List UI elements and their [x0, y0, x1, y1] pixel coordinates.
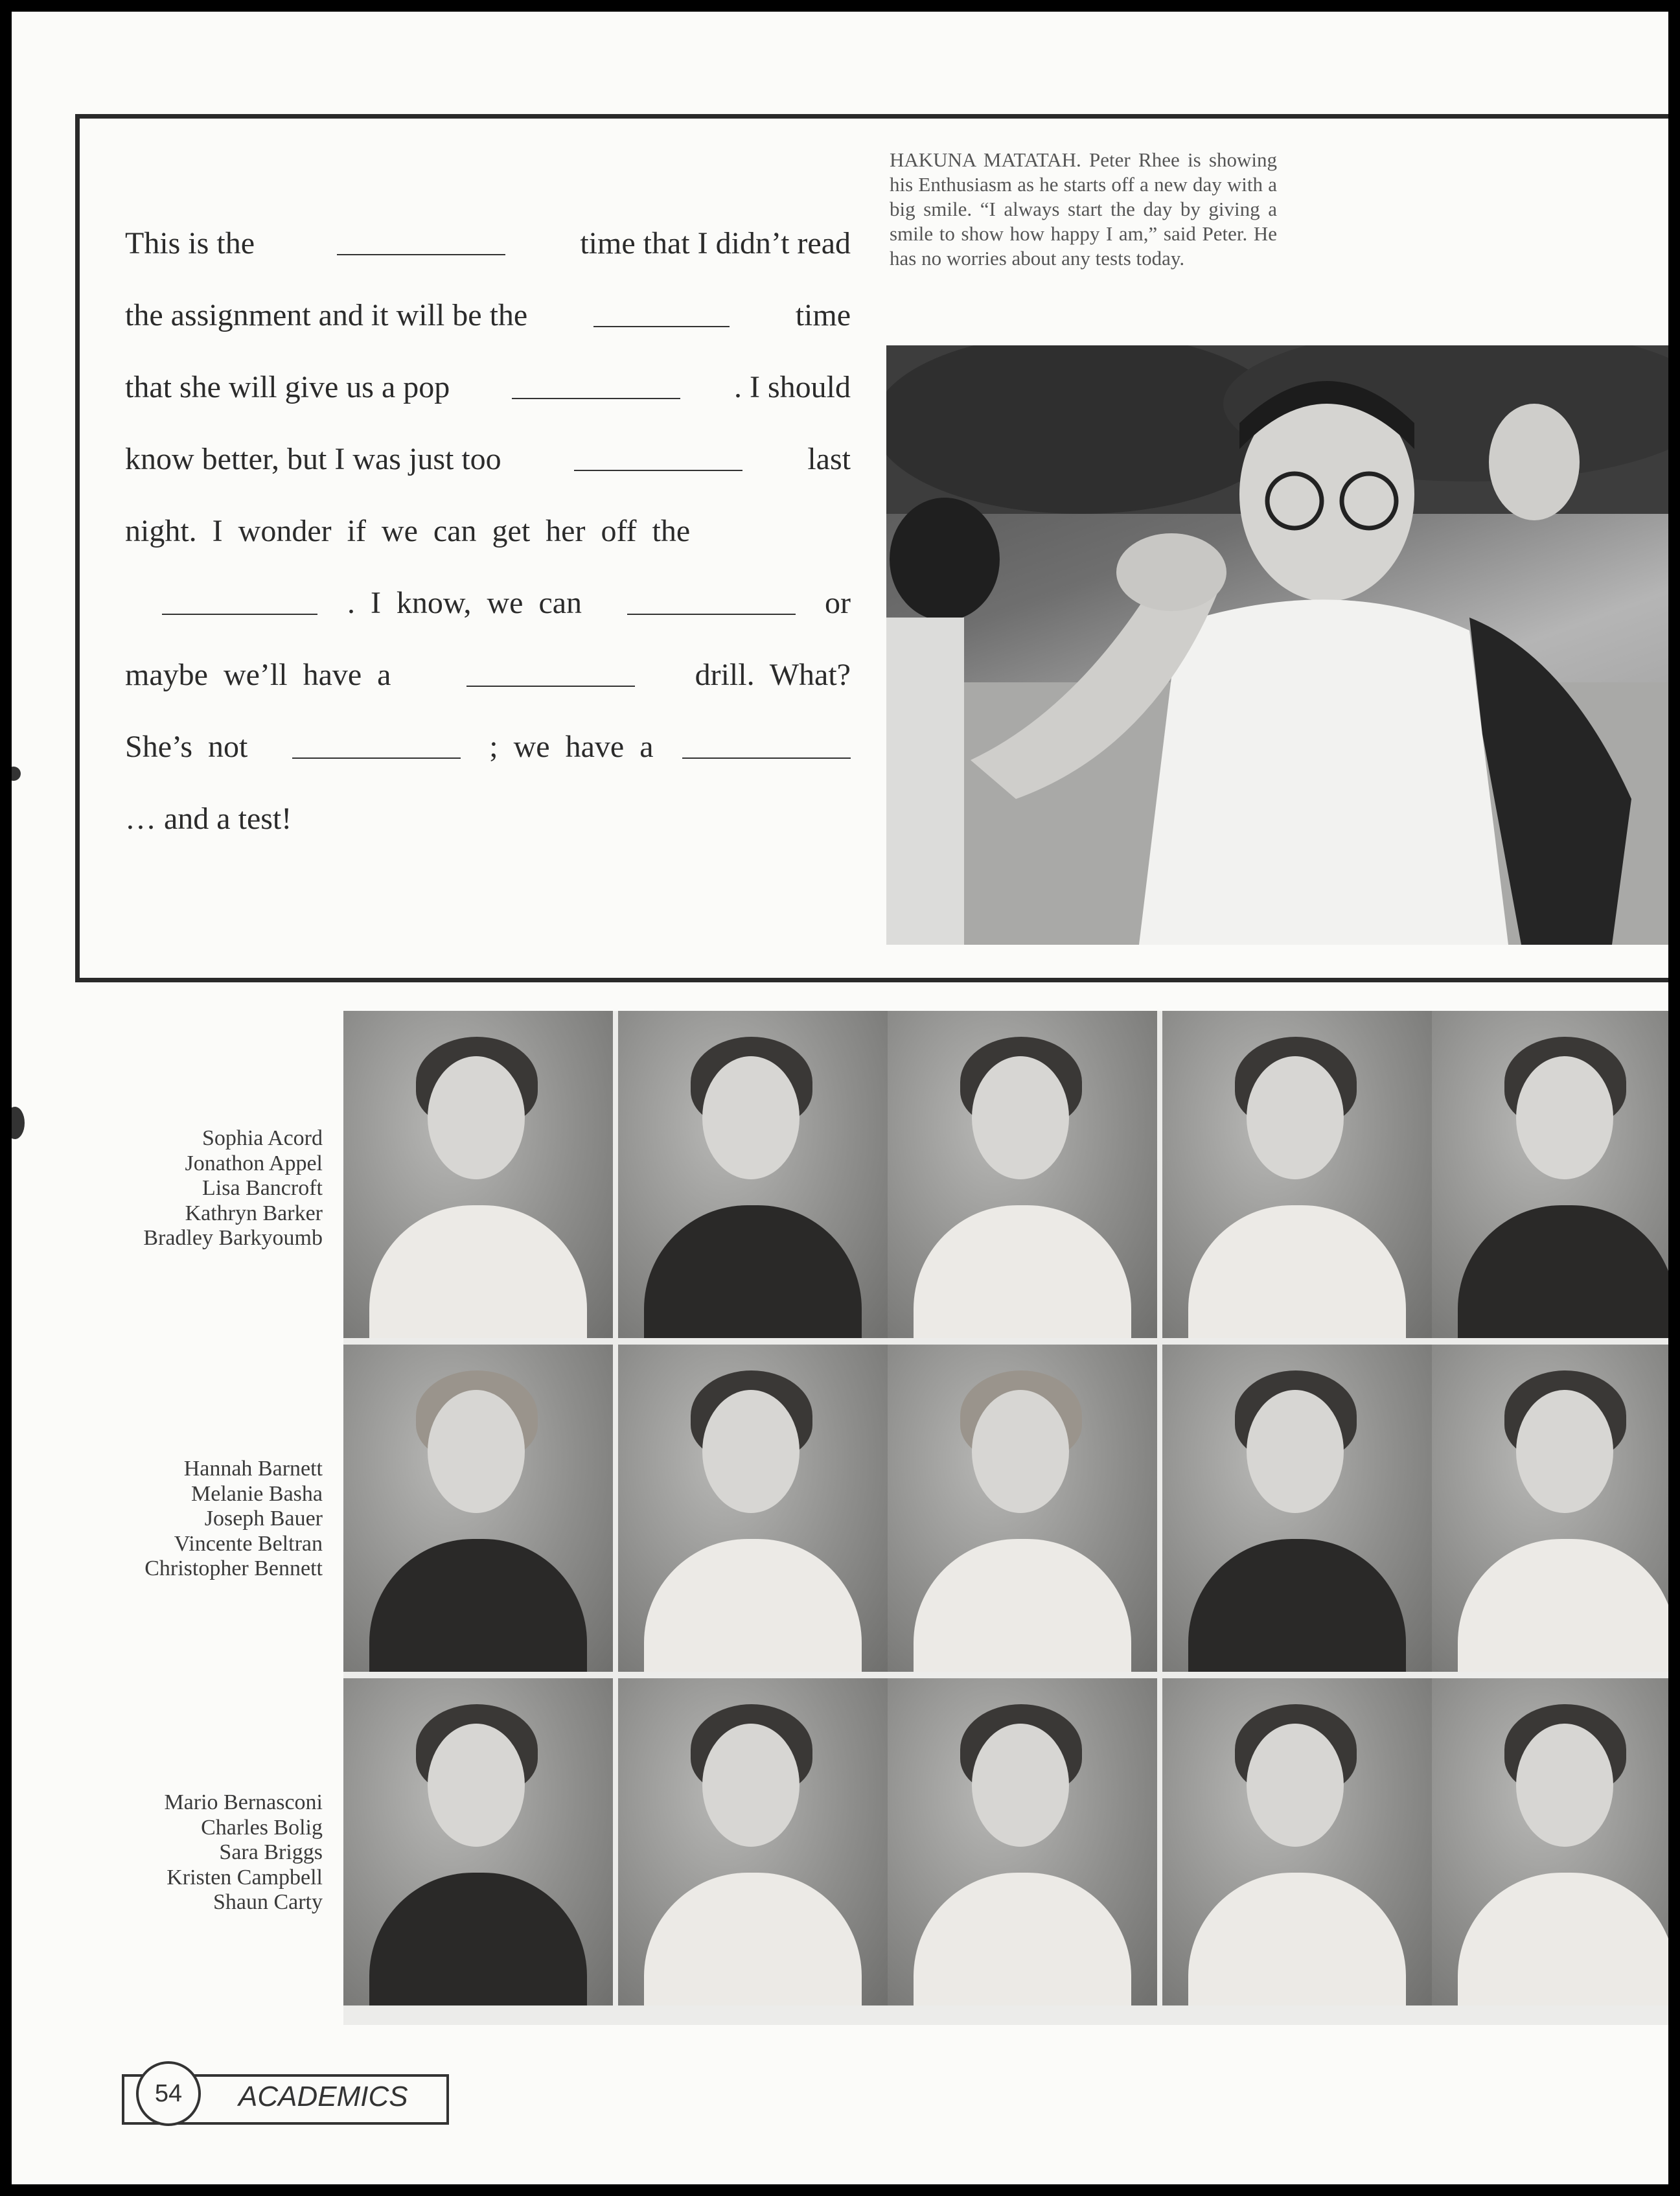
student-name: Hannah Barnett — [183, 1457, 323, 1481]
portrait-head — [1247, 1390, 1344, 1513]
portrait-torso — [1188, 1205, 1406, 1338]
section-label: ACADEMICS — [238, 2081, 408, 2112]
paragraph-text: She’s not — [125, 730, 264, 764]
paragraph-text: or — [824, 586, 851, 620]
portrait-torso — [644, 1873, 862, 2005]
portrait-torso — [644, 1205, 862, 1338]
feature-photo-peter-rhee — [886, 345, 1668, 945]
paragraph-line — [125, 225, 851, 297]
student-portrait — [343, 1345, 613, 1672]
paragraph-text: last — [807, 442, 851, 476]
student-portrait — [618, 1345, 888, 1672]
portrait-head — [702, 1724, 800, 1847]
student-name: Lisa Bancroft — [202, 1176, 323, 1200]
portrait-name-list — [51, 1457, 323, 1582]
portrait-torso — [914, 1873, 1131, 2005]
student-portrait-grid — [343, 1011, 1668, 2025]
student-name: Christopher Bennett — [144, 1556, 323, 1580]
student-portrait — [343, 1678, 613, 2005]
yearbook-page — [12, 12, 1668, 2184]
paragraph-line — [125, 801, 851, 873]
portrait-head — [1247, 1056, 1344, 1179]
portrait-torso — [369, 1205, 587, 1338]
student-name: Shaun Carty — [213, 1890, 323, 1914]
student-portrait — [888, 1345, 1157, 1672]
paragraph-line — [125, 441, 851, 513]
paragraph-text: maybe we’ll have a — [125, 658, 407, 692]
fill-in-blank — [682, 729, 851, 759]
portrait-torso — [1458, 1539, 1668, 1672]
paragraph-text: ; we have a — [489, 730, 654, 764]
student-name: Charles Bolig — [201, 1815, 323, 1840]
feature-photo-illustration — [886, 345, 1668, 945]
portrait-torso — [914, 1539, 1131, 1672]
paragraph-line — [125, 585, 851, 657]
paragraph-text: drill. What? — [695, 658, 851, 692]
student-portrait — [888, 1011, 1157, 1338]
portrait-head — [428, 1724, 525, 1847]
student-name: Vincente Beltran — [174, 1531, 323, 1556]
portrait-head — [428, 1056, 525, 1179]
portrait-torso — [914, 1205, 1131, 1338]
student-portrait — [618, 1011, 888, 1338]
fill-in-blank — [466, 657, 635, 687]
paragraph-text: time that I didn’t read — [580, 226, 851, 260]
student-portrait — [1432, 1678, 1668, 2005]
student-name: Sara Briggs — [219, 1840, 323, 1864]
fill-in-paragraph — [125, 225, 851, 873]
portrait-head — [1247, 1724, 1344, 1847]
student-name: Mario Bernasconi — [164, 1790, 323, 1814]
student-name: Jonathon Appel — [185, 1151, 323, 1175]
student-portrait — [1162, 1678, 1432, 2005]
student-name: Joseph Bauer — [204, 1507, 323, 1531]
student-name: Kristen Campbell — [167, 1865, 323, 1890]
paragraph-text: that she will give us a pop — [125, 370, 458, 404]
paragraph-line — [125, 369, 851, 441]
paragraph-text: … and a test! — [125, 802, 292, 836]
print-blemish — [12, 1107, 25, 1139]
paragraph-line — [125, 729, 851, 801]
paragraph-text: know better, but I was just too — [125, 442, 509, 476]
paragraph-text: time — [795, 298, 851, 332]
student-name: Kathryn Barker — [185, 1201, 323, 1225]
student-portrait — [1432, 1011, 1668, 1338]
portrait-torso — [1458, 1205, 1668, 1338]
paragraph-text: . I know, we can — [347, 586, 598, 620]
paragraph-text: This is the — [125, 226, 262, 260]
portrait-name-list — [51, 1790, 323, 1915]
fill-in-blank — [292, 729, 461, 759]
portrait-head — [972, 1724, 1069, 1847]
portrait-head — [972, 1056, 1069, 1179]
student-portrait — [1162, 1011, 1432, 1338]
portrait-head — [1516, 1056, 1613, 1179]
portrait-head — [702, 1390, 800, 1513]
portrait-torso — [369, 1873, 587, 2005]
portrait-head — [972, 1390, 1069, 1513]
paragraph-text: . I should — [733, 370, 851, 404]
portrait-torso — [1188, 1539, 1406, 1672]
fill-in-blank — [574, 441, 742, 471]
paragraph-text: the assignment and it will be the — [125, 298, 528, 332]
student-name: Melanie Basha — [191, 1481, 323, 1506]
page-number: 54 — [136, 2061, 201, 2126]
portrait-torso — [369, 1539, 587, 1672]
fill-in-blank — [512, 369, 680, 399]
print-blemish — [12, 767, 21, 781]
student-portrait — [618, 1678, 888, 2005]
paragraph-text — [125, 585, 133, 621]
portrait-head — [1516, 1390, 1613, 1513]
student-portrait — [1162, 1345, 1432, 1672]
portrait-torso — [644, 1539, 862, 1672]
portrait-head — [428, 1390, 525, 1513]
portrait-name-list — [51, 1126, 323, 1251]
student-portrait — [343, 1011, 613, 1338]
student-name: Sophia Acord — [201, 1126, 323, 1150]
paragraph-line — [125, 297, 851, 369]
paragraph-line — [125, 657, 851, 729]
photo-caption: HAKUNA MATATAH. Peter Rhee is showing his Enthusiasm as he starts off a new day with a big smile. “I always start the day by giving a smile to show how happy I am,” said Peter. He has no worries about any tests today. — [890, 148, 1277, 270]
portrait-torso — [1458, 1873, 1668, 2005]
paragraph-line — [125, 513, 851, 585]
student-portrait — [888, 1678, 1157, 2005]
fill-in-blank — [162, 585, 317, 615]
portrait-head — [702, 1056, 800, 1179]
student-portrait — [1432, 1345, 1668, 1672]
student-name: Bradley Barkyoumb — [143, 1226, 323, 1250]
fill-in-blank — [627, 585, 796, 615]
fill-in-blank — [593, 297, 730, 327]
portrait-head — [1516, 1724, 1613, 1847]
paragraph-text: night. I wonder if we can get her off the — [125, 514, 691, 548]
portrait-torso — [1188, 1873, 1406, 2005]
fill-in-blank — [337, 225, 505, 255]
